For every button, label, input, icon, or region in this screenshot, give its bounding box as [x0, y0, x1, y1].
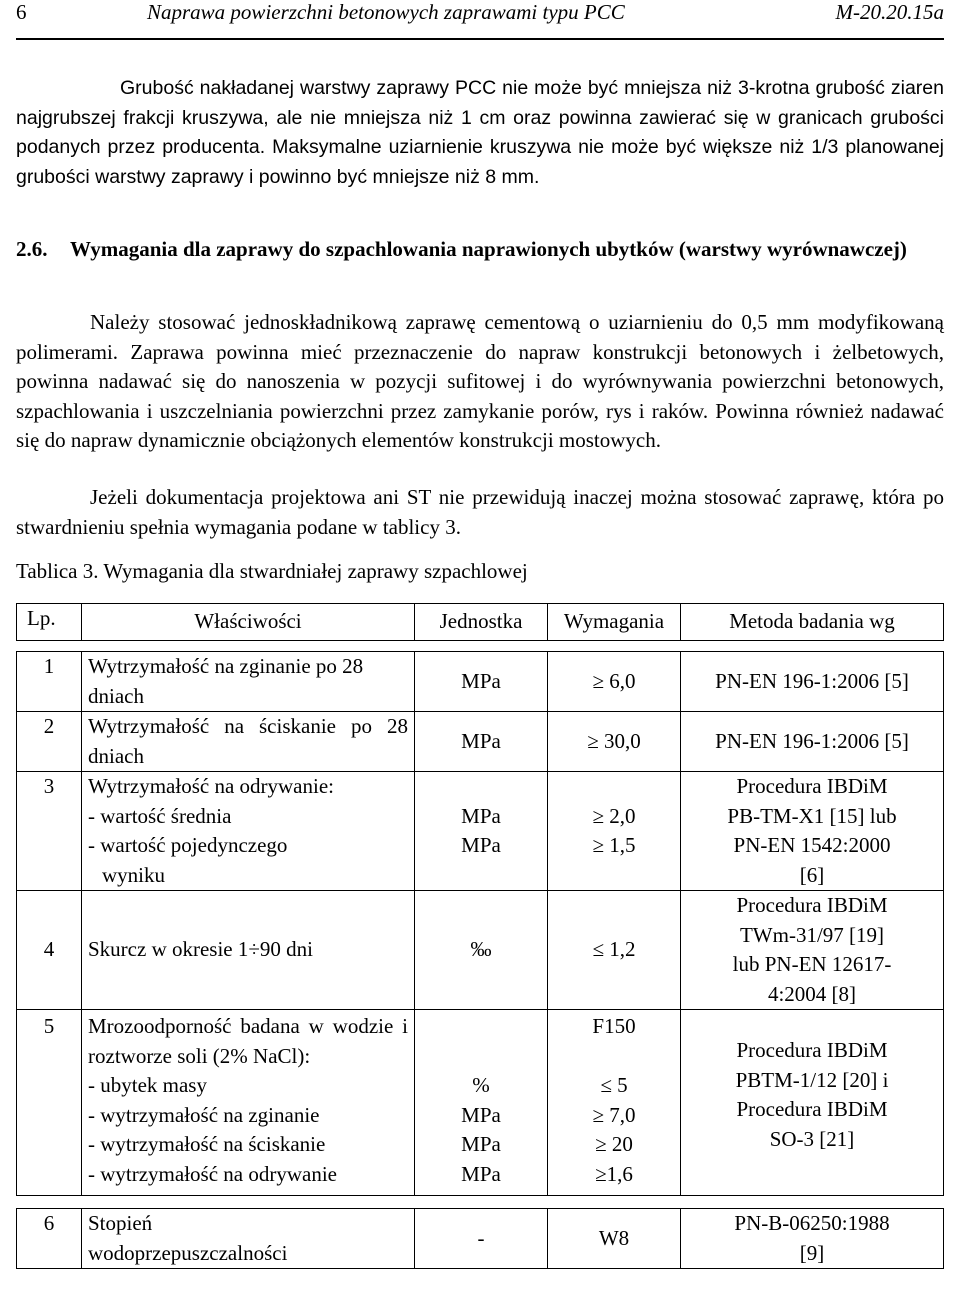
- unit-line: MPa: [461, 833, 501, 857]
- row-requirement: W8: [548, 1209, 681, 1269]
- method-line: PN-B-06250:1988: [734, 1211, 890, 1235]
- unit-line: MPa: [461, 803, 501, 828]
- method-line: 4:2004 [8]: [767, 981, 857, 1006]
- property-line: wyniku: [102, 862, 165, 887]
- row-method: [681, 1010, 944, 1196]
- requirement-line: ≤ 5: [600, 1073, 628, 1097]
- header-lp: Lp.: [17, 604, 82, 641]
- method-line: TWm-31/97 [19]: [739, 922, 885, 947]
- requirement-line: ≥ 20: [595, 1132, 633, 1156]
- method-line: Procedura IBDiM: [736, 1097, 888, 1121]
- method-line: lub PN-EN 12617-: [732, 952, 892, 976]
- header-requirement: Wymagania: [548, 604, 681, 641]
- row-requirement: ≤ 1,2: [548, 891, 681, 1010]
- page-header: [16, 0, 944, 28]
- table-spacer: [17, 641, 944, 652]
- table-row: [17, 891, 944, 1010]
- property-line: - wytrzymałość na zginanie: [88, 1102, 320, 1127]
- unit-line: MPa: [461, 1161, 501, 1186]
- method-line: Procedura IBDiM: [736, 893, 888, 917]
- row-property: [82, 772, 415, 891]
- row-requirement: [548, 1010, 681, 1196]
- table-header-row: [17, 604, 944, 641]
- property-line: Stopień: [88, 1211, 153, 1235]
- property-intro: Mrozoodporność badana w wodzie i roztworze soli (2% NaCl):: [88, 1014, 408, 1068]
- row-property: Skurcz w okresie 1÷90 dni: [82, 891, 415, 1010]
- row-property: [82, 1209, 415, 1269]
- requirement-line: ≥1,6: [595, 1161, 633, 1186]
- row-property: Wytrzymałość na ściskanie po 28 dniach: [82, 712, 415, 772]
- spacer-cell: [17, 641, 944, 652]
- row-lp: 5: [17, 1010, 82, 1196]
- requirement-line: ≥ 1,5: [592, 833, 636, 857]
- row-method: [681, 1209, 944, 1269]
- section-title: Wymagania dla zaprawy do szpachlowania naprawionych ubytków (warstwy wyrównawczej): [70, 237, 907, 261]
- header-method: Metoda badania wg: [681, 604, 944, 641]
- section-number: 2.6.: [16, 237, 48, 261]
- row-requirement: ≥ 30,0: [548, 712, 681, 772]
- page-number: 6: [16, 0, 27, 24]
- header-rule: [16, 38, 944, 40]
- row-lp: 4: [17, 891, 82, 1010]
- method-line: Procedura IBDiM: [736, 774, 888, 798]
- spec-code: M-20.20.15a: [835, 0, 944, 24]
- row-property: [82, 1010, 415, 1196]
- row-unit: ‰: [415, 891, 548, 1010]
- table-row: [17, 652, 944, 712]
- row-requirement: ≥ 6,0: [548, 652, 681, 712]
- row-method: PN-EN 196-1:2006 [5]: [681, 652, 944, 712]
- row-unit: -: [415, 1209, 548, 1269]
- table-caption: Tablica 3. Wymagania dla stwardniałej zaprawy szpachlowej: [16, 559, 528, 583]
- method-line: [9]: [799, 1240, 825, 1265]
- method-line: [6]: [799, 862, 825, 887]
- row-property: Wytrzymałość na zginanie po 28 dniach: [82, 652, 415, 712]
- row-unit: MPa: [415, 712, 548, 772]
- table-row: [17, 1209, 944, 1269]
- table-row: [17, 1010, 944, 1196]
- requirement-top: F150: [592, 1014, 636, 1038]
- requirements-table: [16, 603, 944, 1269]
- spacer-cell: [17, 1196, 944, 1209]
- table-row: [17, 772, 944, 891]
- header-property: Właściwości: [82, 604, 415, 641]
- requirement-gap: [554, 1042, 674, 1072]
- method-line: SO-3 [21]: [769, 1126, 855, 1151]
- method-line: PB-TM-X1 [15] lub: [727, 803, 897, 828]
- paragraph-aggregate-thickness: Grubość nakładanej warstwy zaprawy PCC nie może być mniejsza niż 3-krotna grubość ziaren najgrubszej frakcji kruszywa, ale nie mniejsza niż 1 cm oraz powinna zawierać się w granicach grubości podanych przez producenta. Maksymalne uziarnienie kruszywa nie może być większe niż 1/3 planowanej grubości warstwy zaprawy i powinno być mniejsze niż 8 mm.: [16, 77, 944, 188]
- row-lp: 6: [17, 1209, 82, 1269]
- row-unit: [415, 1010, 548, 1196]
- property-line: - wartość pojedynczego: [88, 833, 288, 857]
- property-line: - wartość średnia: [88, 803, 232, 828]
- property-line: - wytrzymałość na odrywanie: [88, 1161, 337, 1186]
- row-unit: MPa: [415, 652, 548, 712]
- paragraph-documentation: Jeżeli dokumentacja projektowa ani ST nie przewidują inaczej można stosować zaprawę, która po stwardnieniu spełnia wymagania podane w tablicy 3.: [16, 485, 944, 539]
- method-line: PBTM-1/12 [20] i: [735, 1067, 889, 1092]
- property-line: - ubytek masy: [88, 1073, 207, 1097]
- row-method: PN-EN 196-1:2006 [5]: [681, 712, 944, 772]
- unit-line: %: [472, 1073, 490, 1097]
- row-unit: [415, 772, 548, 891]
- row-method: [681, 772, 944, 891]
- requirement-line: ≥ 2,0: [592, 803, 636, 828]
- method-line: Procedura IBDiM: [736, 1038, 888, 1062]
- section-heading: [16, 235, 944, 265]
- row-requirement: [548, 772, 681, 891]
- property-line: - wytrzymałość na ściskanie: [88, 1132, 326, 1156]
- header-unit: Jednostka: [415, 604, 548, 641]
- row-lp: 3: [17, 772, 82, 891]
- paragraph-mortar-requirements: Należy stosować jednoskładnikową zaprawę cementową o uziarnieniu do 0,5 mm modyfikowaną polimerami. Zaprawa powinna mieć przeznaczenie do napraw konstrukcji betonowych i żelbetowych, powinna nadawać się do nanoszenia w pozycji sufitowej i do wyrównywania powierzchni betonowych, szpachlowania i uszczelniania powierzchni przez zamykanie porów, rys i raków. Powinna również nadawać się do napraw dynamicznie obciążonych elementów konstrukcji mostowych.: [16, 310, 944, 452]
- requirement-line: ≥ 7,0: [592, 1102, 636, 1127]
- table-row: [17, 712, 944, 772]
- row-lp: 2: [17, 712, 82, 772]
- unit-line: MPa: [461, 1132, 501, 1156]
- method-line: PN-EN 1542:2000: [733, 833, 891, 857]
- property-line: wodoprzepuszczalności: [88, 1240, 288, 1265]
- row-method: [681, 891, 944, 1010]
- property-line: Wytrzymałość na odrywanie:: [88, 774, 334, 798]
- row-lp: 1: [17, 652, 82, 712]
- running-title: Naprawa powierzchni betonowych zaprawami typu PCC: [147, 0, 625, 24]
- table-spacer: [17, 1196, 944, 1209]
- unit-line: MPa: [461, 1102, 501, 1127]
